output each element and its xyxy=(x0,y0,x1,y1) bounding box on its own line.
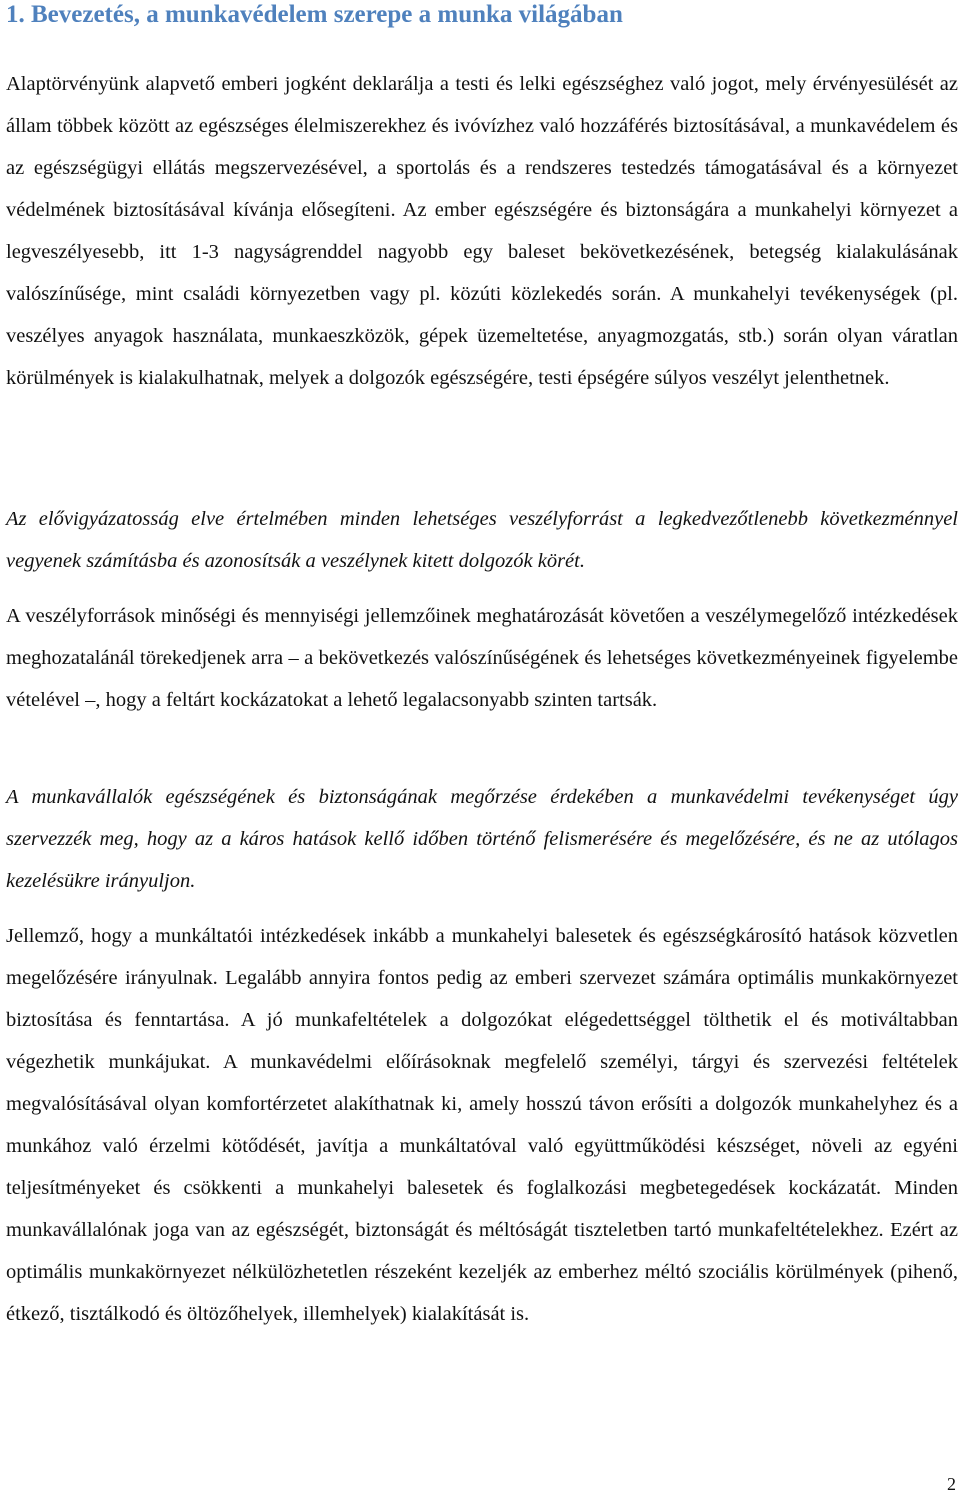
section-heading: 1. Bevezetés, a munkavédelem szerepe a munka világában xyxy=(6,1,623,28)
paragraph-work-environment: Jellemző, hogy a munkáltatói intézkedések inkább a munkahelyi balesetek és egészségkárosító hatások közvetlen megelőzésére irányulnak. Legalább annyira fontos pedig az emberi szervezet számára optimális munkakörnyezet biztosítása és fenntartása. A jó munkafeltételek a dolgozókat elégedettséggel tölthetik el és motiváltabban végezhetik munkájukat. A munkavédelmi előírásoknak megfelelő személyi, tárgyi és szervezési feltételek megvalósításával olyan komfortérzetet alakíthatnak ki, amely hosszú távon erősíti a dolgozók munkahelyhez és a munkához való érzelmi kötődését, javítja a munkáltatóval való együttműködési készséget, növeli az egyéni teljesítményeket és csökkenti a munkahelyi balesetek és foglalkozási megbetegedések kockázatát. Minden munkavállalónak joga van az egészségét, biztonságát és méltóságát tiszteletben tartó munkafeltételekhez. Ezért az optimális munkakörnyezet nélkülözhetetlen részeként kezeljék az emberhez méltó szociális körülmények (pihenő, étkező, tisztálkodó és öltözőhelyek, illemhelyek) kialakítását is. xyxy=(6,925,958,1325)
page-number: 2 xyxy=(947,1474,956,1494)
paragraph-risk-reduction: A veszélyforrások minőségi és mennyiségi jellemzőinek meghatározását követően a veszélymegelőző intézkedések meghozatalánál törekedjenek arra – a bekövetkezés valószínűségének és lehetséges következményeinek figyelembe vételével –, hogy a feltárt kockázatokat a lehető legalacsonyabb szinten tartsák. xyxy=(6,605,958,711)
paragraph-constitutional-right: Alaptörvényünk alapvető emberi jogként deklarálja a testi és lelki egészséghez való jogot, mely érvényesülését az állam többek között az egészséges élelmiszerekhez és ivóvízhez való hozzáférés biztosításával, a munkavédelem és az egészségügyi ellátás megszervezésével, a sportolás és a rendszeres testedzés támogatásával és a környezet védelmének biztosításával kívánja elősegíteni. Az ember egészségére és biztonságára a munkahelyi környezet a legveszélyesebb, itt 1-3 nagyságrenddel nagyobb egy baleset bekövetkezésének, betegség kialakulásának valószínűsége, mint családi környezetben vagy pl. közúti közlekedés során. A munkahelyi tevékenységek (pl. veszélyes anyagok használata, munkaeszközök, gépek üzemeltetése, anyagmozgatás, stb.) során olyan váratlan körülmények is kialakulhatnak, melyek a dolgozók egészségére, testi épségére súlyos veszélyt jelenthetnek. xyxy=(6,73,958,389)
paragraph-precaution-principle: Az elővigyázatosság elve értelmében minden lehetséges veszélyforrást a legkedvezőtlenebb következménnyel vegyenek számításba és azonosítsák a veszélynek kitett dolgozók körét. xyxy=(6,508,958,572)
paragraph-prevention-focus: A munkavállalók egészségének és biztonságának megőrzése érdekében a munkavédelmi tevékenységet úgy szervezzék meg, hogy az a káros hatások kellő időben történő felismerésére és megelőzésére, és ne az utólagos kezelésükre irányuljon. xyxy=(6,786,958,892)
